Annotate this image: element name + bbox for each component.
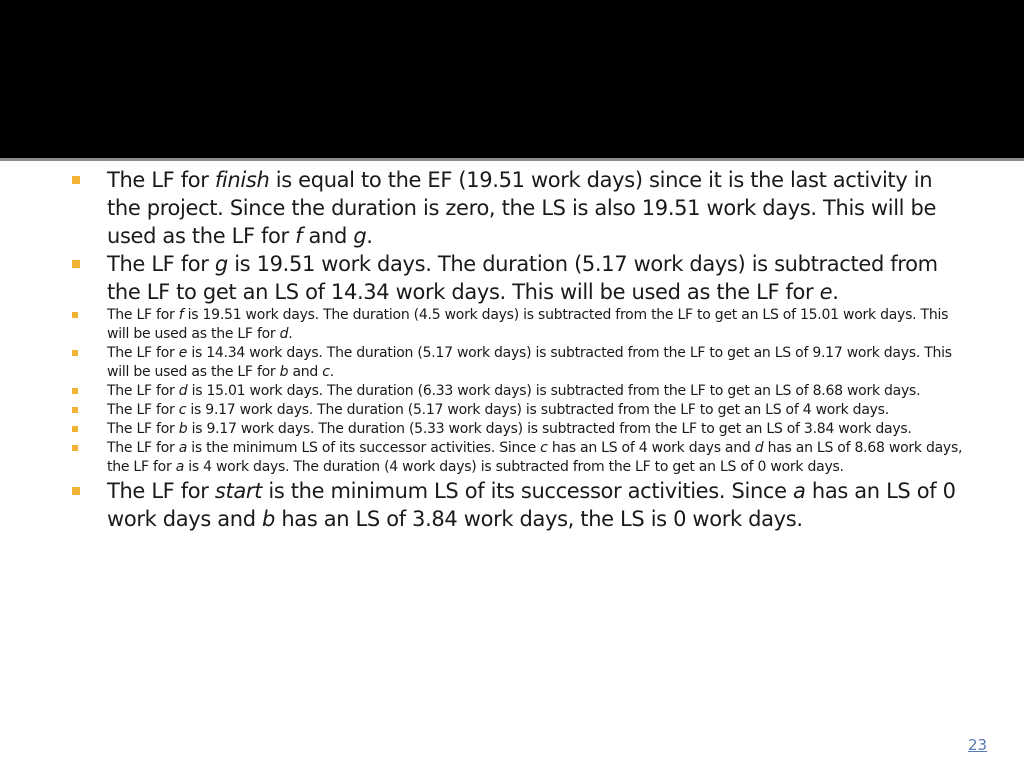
activity-name: c — [540, 440, 548, 456]
text-segment: The LF for — [107, 345, 179, 361]
bullet-square-icon — [72, 388, 78, 394]
bullet-text — [107, 168, 936, 248]
text-segment: is the minimum LS of its successor activities. Since — [262, 479, 794, 503]
activity-name: g — [353, 224, 367, 248]
text-segment: is the minimum LS of its successor activities. Since — [187, 440, 541, 456]
activity-name: b — [178, 421, 188, 437]
bullet-text — [107, 252, 938, 304]
activity-name: b — [279, 364, 289, 380]
bullet-item — [72, 382, 964, 401]
bullet-square-icon — [72, 350, 78, 356]
activity-name: f — [178, 307, 184, 323]
title-divider — [0, 158, 1024, 161]
bullet-list — [72, 166, 964, 533]
bullet-item — [72, 344, 964, 382]
bullet-text — [107, 440, 962, 475]
text-segment: is 9.17 work days. The duration (5.17 work days) is subtracted from the LF to get an LS of 4 work days. — [186, 402, 889, 418]
text-segment: and — [302, 224, 354, 248]
text-segment: . — [329, 364, 334, 380]
bullet-square-icon — [72, 445, 78, 451]
bullet-square-icon — [72, 407, 78, 413]
text-segment: The LF for — [107, 383, 179, 399]
bullet-item — [72, 306, 964, 344]
bullet-text — [107, 479, 956, 531]
text-segment: is 19.51 work days. The duration (4.5 work days) is subtracted from the LF to get an LS of 15.01 work days. This will be used as the LF for — [107, 307, 949, 342]
activity-name: a — [793, 479, 806, 503]
text-segment: The LF for — [107, 440, 179, 456]
text-segment: . — [288, 326, 293, 342]
activity-name: a — [175, 459, 185, 475]
text-segment: is 4 work days. The duration (4 work days) is subtracted from the LF to get an LS of 0 work days. — [184, 459, 844, 475]
text-segment: is 19.51 work days. The duration (5.17 work days) is subtracted from the LF to get an LS of 14.34 work days. This will be used as the LF for — [107, 252, 938, 304]
activity-name: c — [178, 402, 187, 418]
bullet-square-icon — [72, 176, 80, 184]
text-segment: has an LS of 0 work days and — [107, 479, 956, 531]
text-segment: is 9.17 work days. The duration (5.33 work days) is subtracted from the LF to get an LS of 3.84 work days. — [187, 421, 912, 437]
bullet-text — [107, 383, 920, 399]
bullet-item — [72, 166, 964, 250]
bullet-item — [72, 250, 964, 306]
activity-name: d — [279, 326, 289, 342]
bullet-text — [107, 345, 952, 380]
bullet-item — [72, 439, 964, 477]
bullet-square-icon — [72, 426, 78, 432]
text-segment: . — [366, 224, 373, 248]
bullet-text — [107, 421, 912, 437]
activity-name: finish — [214, 168, 270, 192]
activity-name: f — [295, 224, 303, 248]
bullet-item — [72, 477, 964, 533]
text-segment: and — [288, 364, 323, 380]
page-number[interactable]: 23 — [968, 736, 988, 754]
text-segment: has an LS of 3.84 work days, the LS is 0 work days. — [275, 507, 803, 531]
text-segment: has an LS of 8.68 work days, the LF for — [107, 440, 963, 475]
text-segment: The LF for — [107, 252, 215, 276]
bullet-square-icon — [72, 487, 80, 495]
slide-title-bar — [0, 0, 1024, 158]
text-segment: is equal to the EF (19.51 work days) since it is the last activity in the project. Since the duration is zero, the LS is also 19.51 work days. This will be used as the LF for — [107, 168, 937, 248]
text-segment: . — [832, 280, 839, 304]
activity-name: e — [178, 345, 188, 361]
bullet-item — [72, 401, 964, 420]
bullet-text — [107, 402, 889, 418]
activity-name: d — [754, 440, 764, 456]
text-segment: has an LS of 4 work days and — [547, 440, 755, 456]
text-segment: is 15.01 work days. The duration (6.33 work days) is subtracted from the LF to get an LS of 8.68 work days. — [187, 383, 921, 399]
activity-name: start — [214, 479, 263, 503]
bullet-text — [107, 307, 948, 342]
text-segment: The LF for — [107, 421, 179, 437]
bullet-square-icon — [72, 312, 78, 318]
text-segment: The LF for — [107, 402, 179, 418]
activity-name: c — [322, 364, 330, 380]
bullet-square-icon — [72, 260, 80, 268]
activity-name: d — [178, 383, 188, 399]
text-segment: The LF for — [107, 307, 179, 323]
bullet-item — [72, 420, 964, 439]
text-segment: is 14.34 work days. The duration (5.17 work days) is subtracted from the LF to get an LS of 9.17 work days. This will be used as the LF for — [107, 345, 952, 380]
activity-name: a — [178, 440, 188, 456]
activity-name: g — [214, 252, 228, 276]
text-segment: The LF for — [107, 479, 215, 503]
text-segment: The LF for — [107, 168, 215, 192]
activity-name: e — [819, 280, 833, 304]
activity-name: b — [262, 507, 276, 531]
